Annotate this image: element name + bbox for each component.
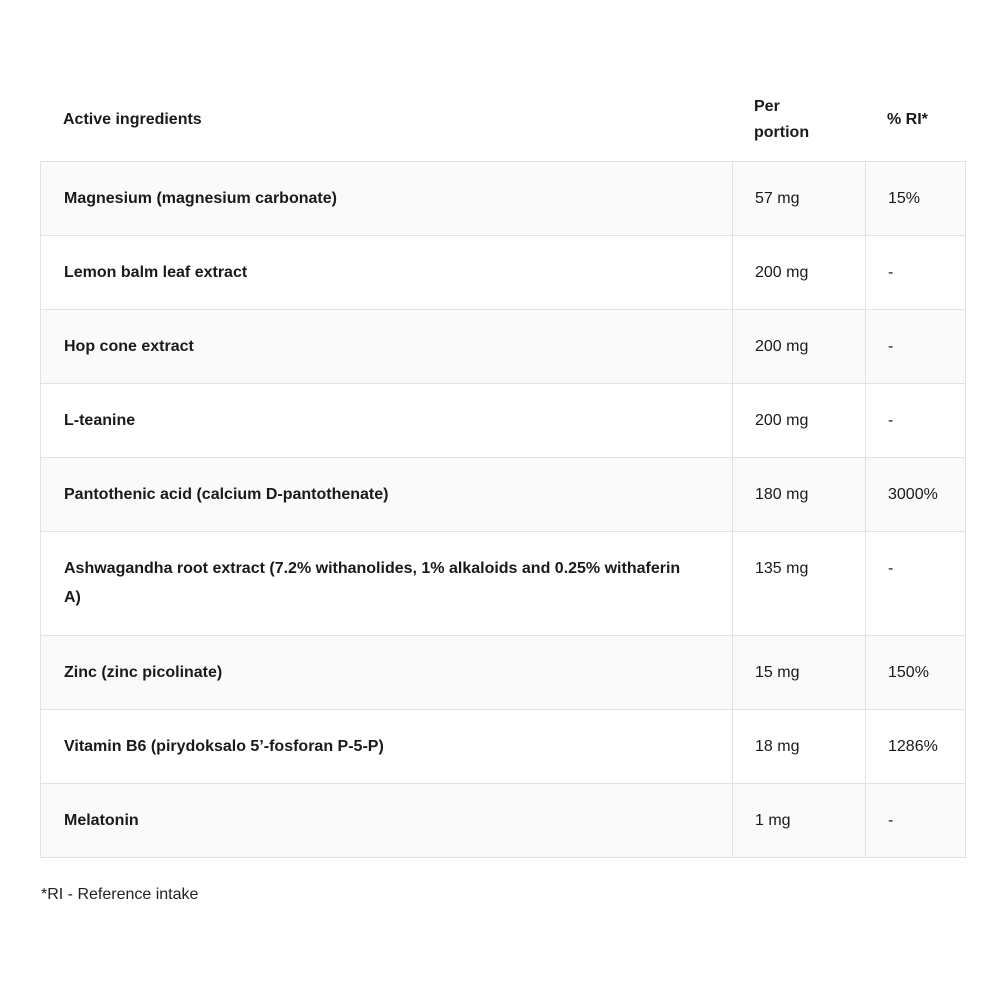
ingredient-portion: 15 mg: [733, 636, 866, 710]
ingredient-portion: 200 mg: [733, 236, 866, 310]
ingredient-name: Lemon balm leaf extract: [41, 236, 733, 310]
header-active-ingredients: Active ingredients: [63, 111, 202, 128]
ingredient-portion: 200 mg: [733, 384, 866, 458]
ingredients-table: [40, 161, 966, 858]
ingredient-ri: -: [866, 532, 966, 636]
header-ri: % RI*: [887, 111, 928, 128]
ingredient-name: Ashwagandha root extract (7.2% withanolides, 1% alkaloids and 0.25% withaferin A): [41, 532, 733, 636]
table-row: [41, 162, 966, 236]
table-row: [41, 236, 966, 310]
table-row: [41, 310, 966, 384]
ingredient-portion: 1 mg: [733, 784, 866, 858]
ingredient-portion: 18 mg: [733, 710, 866, 784]
table-row: [41, 532, 966, 636]
ingredient-ri: 1286%: [866, 710, 966, 784]
ingredient-ri: 150%: [866, 636, 966, 710]
ingredient-ri: -: [866, 310, 966, 384]
table-header: [40, 78, 964, 162]
ingredient-ri: -: [866, 784, 966, 858]
ingredient-ri: 15%: [866, 162, 966, 236]
ingredient-portion: 180 mg: [733, 458, 866, 532]
table-row: [41, 636, 966, 710]
ingredient-name: Melatonin: [41, 784, 733, 858]
table-row: [41, 458, 966, 532]
ingredient-portion: 57 mg: [733, 162, 866, 236]
ingredient-name: Vitamin B6 (pirydoksalo 5’-fosforan P-5-P): [41, 710, 733, 784]
ingredient-name: L-teanine: [41, 384, 733, 458]
ingredient-ri: 3000%: [866, 458, 966, 532]
ingredient-name: Pantothenic acid (calcium D-pantothenate): [41, 458, 733, 532]
ingredient-portion: 135 mg: [733, 532, 866, 636]
footnote: *RI - Reference intake: [41, 886, 199, 903]
table-row: [41, 384, 966, 458]
header-per-portion: [732, 78, 865, 162]
table-row: [41, 784, 966, 858]
ingredient-name: Zinc (zinc picolinate): [41, 636, 733, 710]
header-per-portion-line2: portion: [754, 124, 810, 141]
header-per-portion-line1: Per: [754, 98, 780, 115]
ingredient-name: Hop cone extract: [41, 310, 733, 384]
table-row: [41, 710, 966, 784]
ingredient-name: Magnesium (magnesium carbonate): [41, 162, 733, 236]
ingredient-ri: -: [866, 384, 966, 458]
ingredient-portion: 200 mg: [733, 310, 866, 384]
ingredient-ri: -: [866, 236, 966, 310]
